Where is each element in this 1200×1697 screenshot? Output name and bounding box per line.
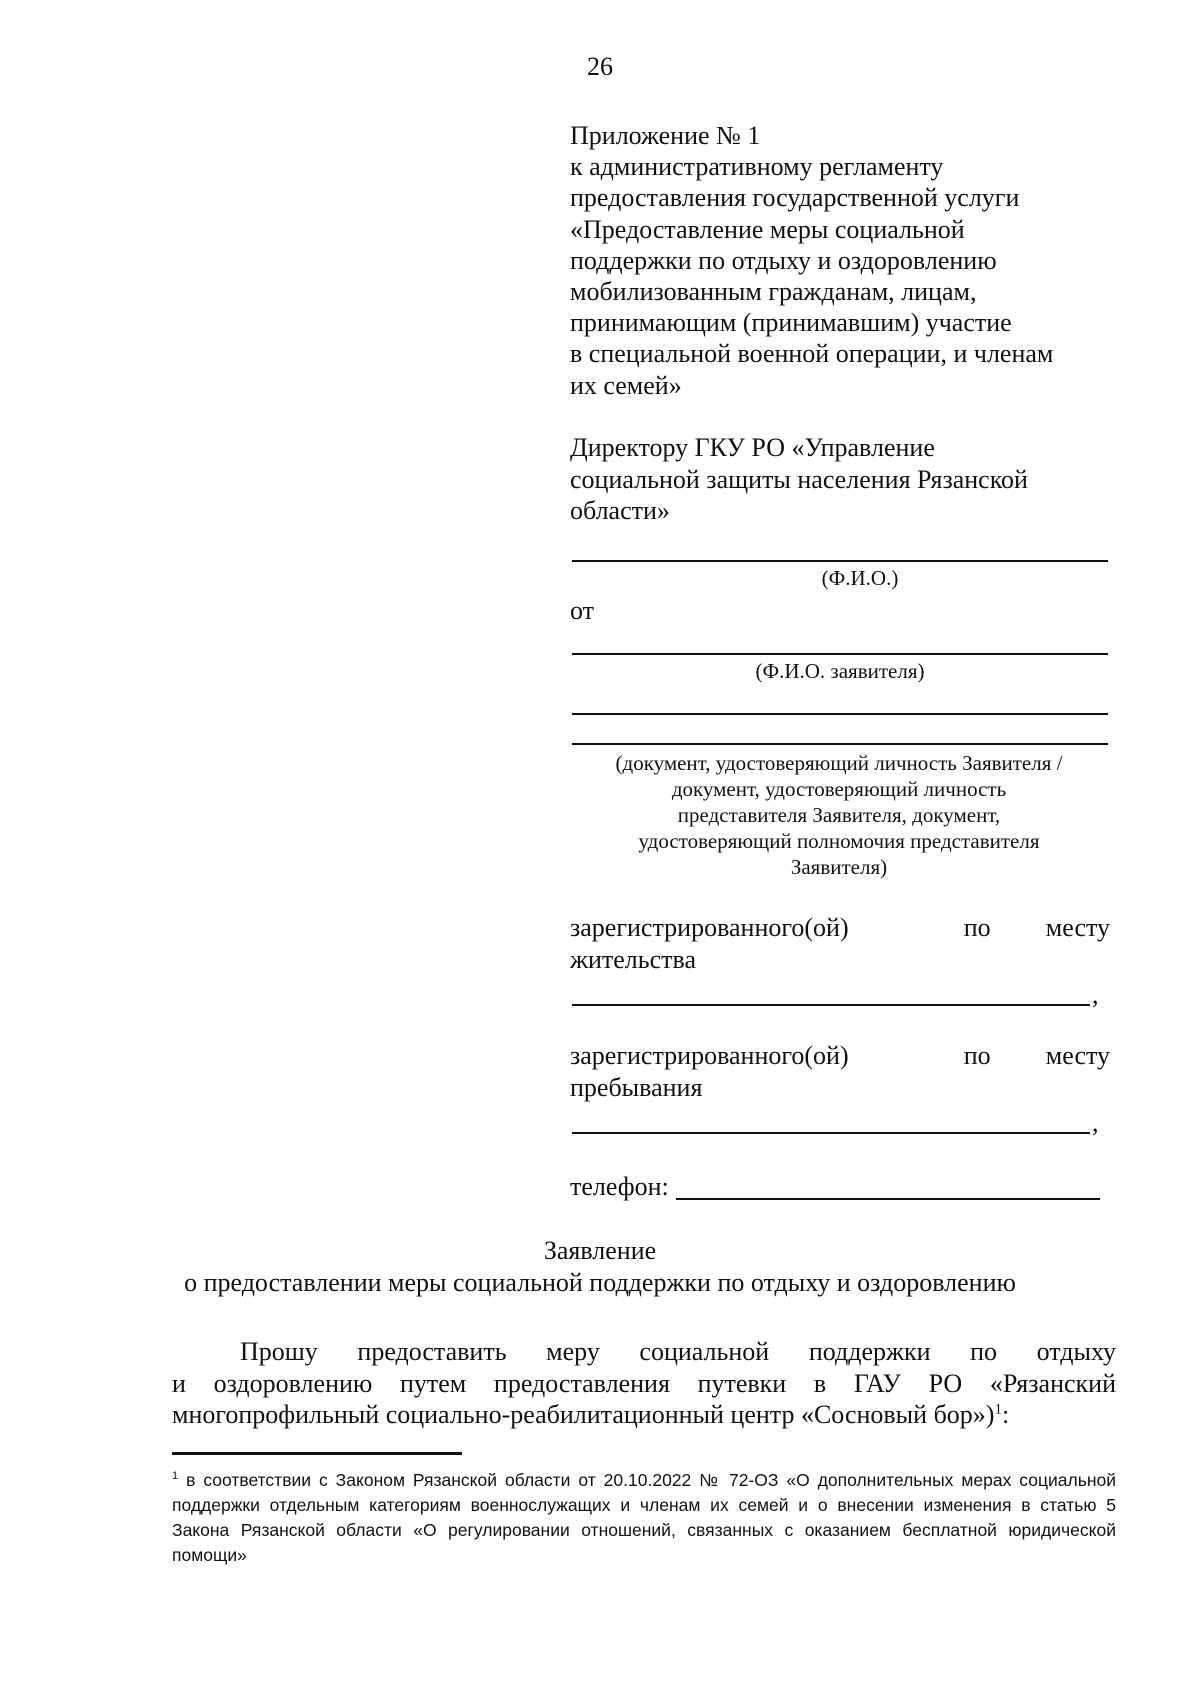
- footnote: [172, 1468, 1116, 1568]
- document-line[interactable]: [572, 743, 1108, 745]
- statement-line: [172, 1399, 1116, 1431]
- addressee-line: области»: [570, 496, 670, 525]
- residence-label: [570, 912, 1110, 976]
- addressee-line: Директору ГКУ РО «Управление: [570, 433, 935, 462]
- appendix-line: Приложение № 1: [570, 121, 761, 150]
- addressee-line: социальной защиты населения Рязанской: [570, 464, 1028, 494]
- appendix-line: поддержки по отдыху и оздоровлению: [570, 245, 997, 275]
- footnote-mark: 1: [172, 1470, 179, 1483]
- footnote-line: поддержки отдельным категориям военнослужащих и членам их семей и о внесении изменения в статью 5: [172, 1495, 1116, 1515]
- appendix-line: принимающим (принимавшим) участие: [570, 308, 1012, 338]
- stay-comma: ,: [1092, 1108, 1099, 1137]
- appendix-line: предоставления государственной услуги: [570, 183, 1020, 213]
- statement-subtitle: о предоставлении меры социальной поддержки по отдыху и оздоровлению: [184, 1268, 1016, 1297]
- document-caption-line: удостоверяющий полномочия представителя: [638, 829, 1040, 853]
- document-caption-line: Заявителя): [790, 855, 888, 879]
- footnote-line: помощи»: [172, 1545, 247, 1565]
- residence-comma: ,: [1092, 980, 1099, 1009]
- residence-word: по: [963, 913, 991, 942]
- residence-address-line[interactable]: [572, 1004, 1090, 1006]
- applicant-fio-caption: (Ф.И.О. заявителя): [755, 659, 925, 683]
- page-number: 26: [587, 52, 613, 81]
- footnote-reference[interactable]: 1: [994, 1401, 1002, 1418]
- statement-line: и оздоровлению путем предоставления путевки в ГАУ РО «Рязанский: [172, 1368, 1116, 1398]
- residence-word: месту: [1045, 913, 1110, 942]
- stay-word: зарегистрированного(ой): [570, 1041, 849, 1070]
- document-caption-line: документ, удостоверяющий личность: [671, 777, 1007, 801]
- addressee-block: [570, 432, 1130, 527]
- phone-label: телефон:: [570, 1172, 669, 1201]
- stay-word: по: [963, 1041, 991, 1070]
- statement-line-text: многопрофильный социально-реабилитационный центр «Сосновый бор»): [172, 1400, 995, 1429]
- statement-title: Заявление: [543, 1236, 657, 1265]
- document-line[interactable]: [572, 713, 1108, 715]
- from-label: от: [570, 596, 595, 625]
- footnote-text: в соответствии с Законом Рязанской области от 20.10.2022 № 72-ОЗ «О дополнительных мерах социальной: [186, 1470, 1116, 1490]
- footnote-line: Закона Рязанской области «О регулировании отношений, связанных с оказанием бесплатной юридической: [172, 1520, 1116, 1540]
- director-fio-line[interactable]: [572, 560, 1108, 562]
- statement-colon: :: [1001, 1400, 1010, 1429]
- footnote-line: [172, 1468, 1116, 1493]
- appendix-line: их семей»: [570, 370, 682, 400]
- document-caption-line: представителя Заявителя, документ,: [677, 803, 1001, 827]
- applicant-fio-line[interactable]: [572, 653, 1108, 655]
- footnote-separator: [172, 1452, 462, 1455]
- stay-word: месту: [1045, 1041, 1110, 1070]
- phone-line[interactable]: [676, 1198, 1100, 1200]
- appendix-line: в специальной военной операции, и членам: [570, 339, 1054, 369]
- appendix-header: [570, 120, 1130, 401]
- appendix-line: к административному регламенту: [570, 152, 944, 182]
- stay-address-line[interactable]: [572, 1132, 1090, 1134]
- stay-word: пребывания: [570, 1073, 703, 1102]
- residence-word: жительства: [570, 945, 696, 974]
- statement-body: [172, 1336, 1116, 1431]
- appendix-line: мобилизованным гражданам, лицам,: [570, 277, 977, 307]
- statement-line: Прошу предоставить меру социальной поддержки по отдыху: [240, 1337, 1116, 1366]
- fio-caption: (Ф.И.О.): [821, 566, 899, 590]
- stay-label: [570, 1040, 1110, 1104]
- appendix-line: «Предоставление меры социальной: [570, 214, 965, 244]
- residence-word: зарегистрированного(ой): [570, 913, 849, 942]
- document-caption: [574, 750, 1104, 880]
- document-caption-line: (документ, удостоверяющий личность Заявителя /: [615, 751, 1063, 775]
